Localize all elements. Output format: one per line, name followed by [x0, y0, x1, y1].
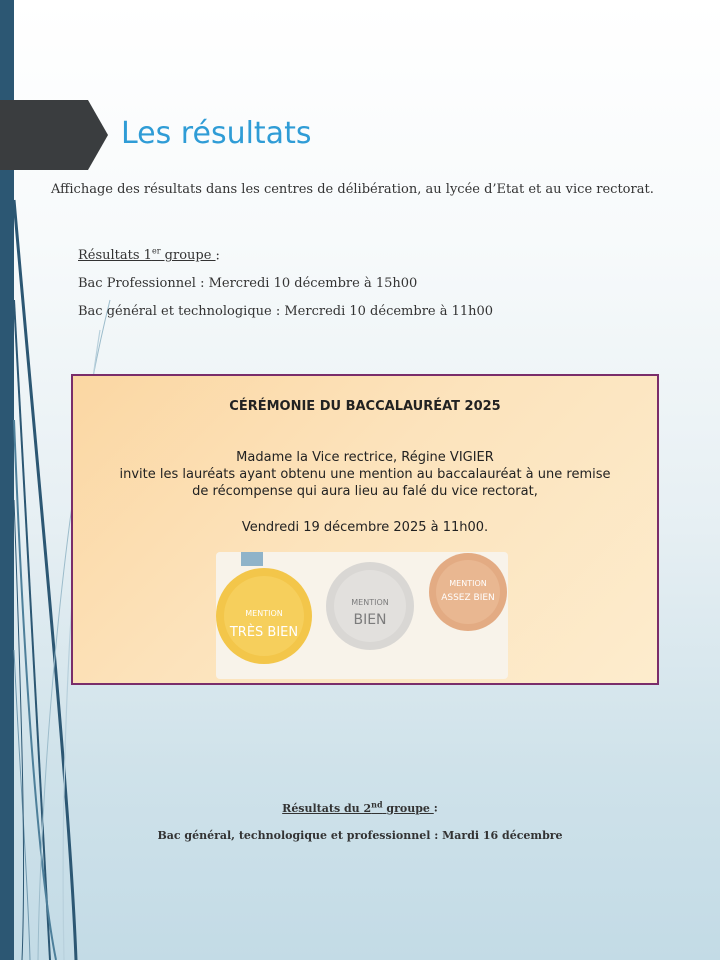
results-second-group [0, 799, 720, 842]
ceremony-box [71, 374, 659, 685]
results-second-line: Bac général, technologique et professionnel : Mardi 16 décembre [157, 828, 563, 842]
results-first-heading: Résultats 1er groupe : [78, 247, 220, 264]
results-first-group [78, 238, 493, 326]
ceremony-invitation [73, 449, 657, 500]
invite-line-3: de récompense qui aura lieu au falé du vice rectorat, [192, 484, 538, 499]
silver-medal-bottom: BIEN [353, 612, 387, 628]
invite-line-1: Madame la Vice rectrice, Régine VIGIER [236, 450, 494, 465]
gold-medal-top: MENTION [245, 609, 283, 618]
title-tab-shape [0, 100, 108, 170]
bronze-medal-top: MENTION [449, 579, 487, 588]
gold-medal-bottom: TRÈS BIEN [229, 625, 299, 640]
intro-text: Affichage des résultats dans les centres de délibération, au lycée d’Etat et au vice rectorat. [51, 182, 654, 197]
ceremony-date: Vendredi 19 décembre 2025 à 11h00. [241, 520, 489, 535]
ceremony-heading: CÉRÉMONIE DU BACCALAURÉAT 2025 [229, 399, 501, 414]
silver-medal-top: MENTION [351, 598, 389, 607]
page-title: Les résultats [121, 116, 312, 151]
results-first-line-general: Bac général et technologique : Mercredi 10 décembre à 11h00 [78, 304, 494, 320]
medals-image [216, 552, 508, 679]
ribbon-icon [241, 552, 263, 566]
results-first-line-pro: Bac Professionnel : Mercredi 10 décembre à 15h00 [78, 276, 418, 292]
invite-line-2: invite les lauréats ayant obtenu une mention au baccalauréat à une remise [119, 467, 611, 482]
results-second-heading: Résultats du 2nd groupe : [282, 799, 438, 815]
bronze-medal-bottom: ASSEZ BIEN [441, 593, 495, 603]
